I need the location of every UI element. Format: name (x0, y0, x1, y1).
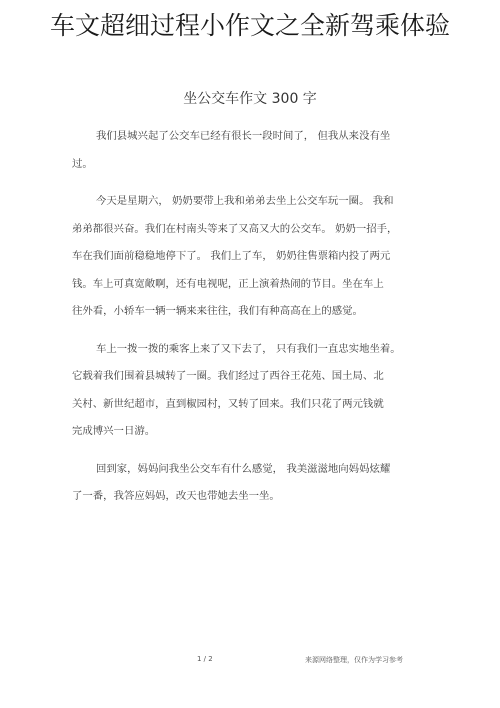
paragraph-4 (72, 461, 437, 516)
text-line: 了一番，我答应妈妈，改天也带她去坐一坐。 (72, 490, 280, 502)
text-line: 过。 (72, 157, 93, 170)
source-note: 来源网络整理，仅作为学习参考 (305, 656, 403, 664)
paragraph-1 (72, 128, 437, 183)
paragraph-2 (72, 193, 437, 331)
text-line: 它载着我们围着县城转了一圈。我们经过了西谷王花苑、国土局、北 (72, 370, 384, 382)
text-line: 回到家，妈妈问我坐公交车有什么感觉， 我美滋滋地向妈妈炫耀 (96, 462, 391, 475)
document-title: 坐公交车作文 300 字 (183, 91, 317, 107)
text-line: 关村、新世纪超市，直到椒园村，又转了回来。我们只花了两元钱就 (72, 397, 384, 410)
header-title: 车文超细过程小作文之全新驾乘体验 (49, 11, 450, 40)
text-line: 钱。车上可真宽敞啊，还有电视呢，正上演着热闹的节目。坐在车上 (72, 277, 384, 290)
page-number: 1 / 2 (197, 655, 213, 663)
text-line: 车在我们面前稳稳地停下了。 我们上了车， 奶奶往售票箱内投了两元 (72, 250, 391, 262)
text-line: 我们县城兴起了公交车已经有很长一段时间了， 但我从来没有坐 (96, 130, 391, 142)
text-line: 往外看，小轿车一辆一辆来来往往，我们有种高高在上的感觉。 (72, 305, 363, 317)
text-line: 弟弟都很兴奋。我们在村南头等来了又高又大的公交车。 奶奶一招手， (72, 222, 398, 235)
text-line: 今天是星期六， 奶奶要带上我和弟弟去坐上公交车玩一圈。 我和 (96, 195, 394, 207)
paragraph-3 (72, 341, 437, 451)
text-line: 车上一拨一拨的乘客上来了又下去了， 只有我们一直忠实地坐着。 (96, 342, 401, 355)
text-line: 完成博兴一日游。 (72, 425, 156, 437)
page-footer (0, 655, 500, 669)
document-body (72, 128, 437, 516)
